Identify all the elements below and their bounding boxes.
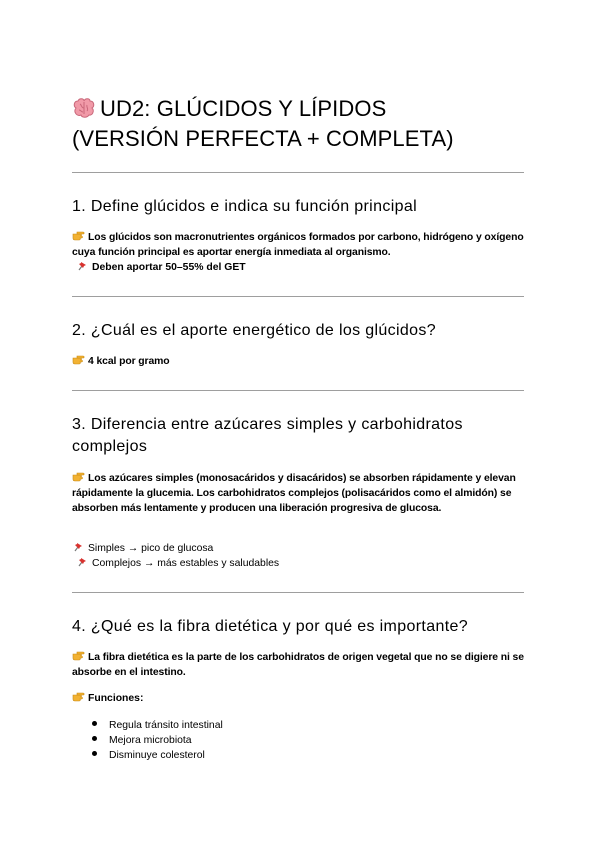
question-heading: 2. ¿Cuál es el aporte energético de los glúcidos? — [72, 322, 437, 339]
brain-icon — [72, 97, 96, 119]
bullet-icon — [92, 721, 97, 726]
answer-body: Los glúcidos son macronutrientes orgánicos formados por carbono, hidrógeno y oxígeno cuya función principal es aportar energía inmediata al organismo. — [72, 232, 524, 258]
answer-body: La fibra dietética es la parte de los carbohidratos de origen vegetal que no se digiere ni se absorbe en el intestino. — [72, 652, 524, 678]
page-title — [72, 94, 524, 154]
pushpin-icon — [76, 556, 89, 567]
pointing-hand-icon — [72, 650, 85, 661]
note-text: Complejos → más estables y saludables — [92, 558, 280, 569]
answer-body: 4 kcal por gramo — [88, 356, 170, 367]
note — [72, 541, 213, 556]
title-line-2: (VERSIÓN PERFECTA + COMPLETA) — [72, 126, 454, 151]
bullet-icon — [92, 736, 97, 741]
functions-label — [72, 691, 143, 706]
divider — [72, 172, 524, 173]
answer-body: Los azúcares simples (monosacáridos y disacáridos) se absorben rápidamente y elevan rápidamente la glucemia. Los carbohidratos complejos (polisacáridos como el almidón) se absorben más lentamente y producen una liberación progresiva de glucosa. — [72, 473, 516, 514]
note-text: Simples → pico de glucosa — [88, 543, 214, 554]
question-heading: 1. Define glúcidos e indica su función principal — [72, 198, 417, 215]
list-item — [92, 748, 223, 763]
pointing-hand-icon — [72, 354, 85, 365]
note-text: Deben aportar 50–55% del GET — [92, 262, 246, 273]
pointing-hand-icon — [72, 230, 85, 241]
pointing-hand-icon — [72, 691, 85, 702]
question-heading: 3. Diferencia entre azúcares simples y carbohidratos complejos — [72, 416, 463, 455]
divider — [72, 296, 524, 297]
list-item-text: Mejora microbiota — [109, 735, 192, 746]
list-item — [92, 718, 223, 733]
pushpin-icon — [76, 260, 89, 271]
list-item — [92, 733, 223, 748]
answer-text — [72, 354, 524, 369]
title-text-1: UD2: GLÚCIDOS Y LÍPIDOS — [100, 96, 387, 121]
functions-label-text: Funciones: — [88, 693, 144, 704]
list-item-text: Disminuye colesterol — [109, 750, 205, 761]
answer-text — [72, 650, 524, 680]
answer-text — [72, 230, 524, 260]
list-item-text: Regula tránsito intestinal — [109, 720, 223, 731]
pushpin-icon — [72, 541, 85, 552]
answer-text — [72, 471, 524, 516]
bullet-icon — [92, 751, 97, 756]
functions-list — [92, 718, 223, 763]
pointing-hand-icon — [72, 471, 85, 482]
divider — [72, 390, 524, 391]
title-line-1 — [72, 94, 524, 124]
question-heading: 4. ¿Qué es la fibra dietética y por qué es importante? — [72, 618, 468, 635]
note — [76, 556, 279, 571]
divider — [72, 592, 524, 593]
note — [76, 260, 246, 275]
